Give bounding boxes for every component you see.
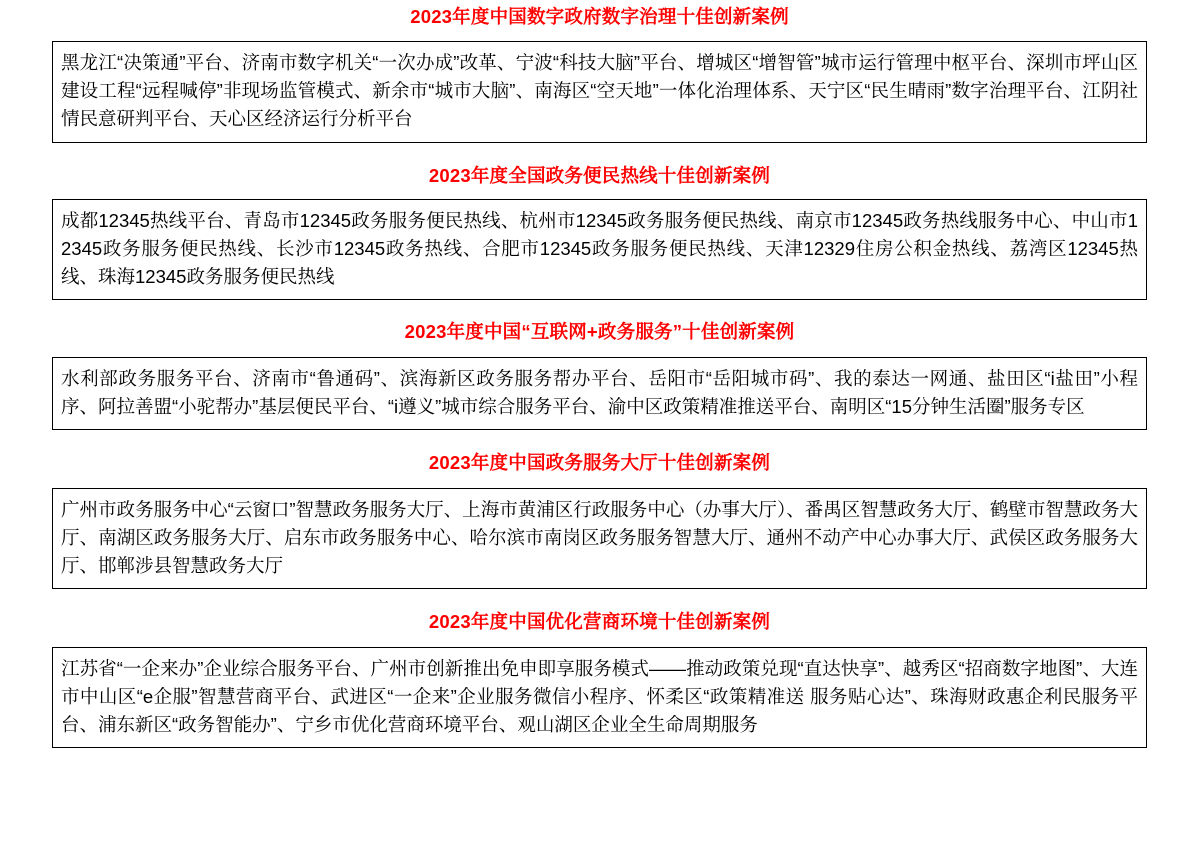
section-business-environment — [52, 589, 1147, 749]
section-internet-plus-government-service — [52, 300, 1147, 430]
section-body: 成都12345热线平台、青岛市12345政务服务便民热线、杭州市12345政务服务便民热线、南京市12345政务热线服务中心、中山市12345政务服务便民热线、长沙市12345政务热线、合肥市12345政务服务便民热线、天津12329住房公积金热线、荔湾区12345热线、珠海12345政务服务便民热线 — [52, 199, 1147, 300]
section-title: 2023年度中国政务服务大厅十佳创新案例 — [428, 452, 771, 474]
section-title: 2023年度中国优化营商环境十佳创新案例 — [428, 610, 771, 632]
section-title: 2023年度全国政务便民热线十佳创新案例 — [428, 164, 771, 186]
section-title: 2023年度中国“互联网+政务服务”十佳创新案例 — [404, 321, 795, 343]
section-digital-government — [52, 4, 1147, 143]
section-hotline — [52, 143, 1147, 301]
section-body: 水利部政务服务平台、济南市“鲁通码”、滨海新区政务服务帮办平台、岳阳市“岳阳城市码”、我的泰达一网通、盐田区“i盐田”小程序、阿拉善盟“小驼帮办”基层便民平台、“i遵义”城市综合服务平台、渝中区政策精准推送平台、南明区“15分钟生活圈”服务专区 — [52, 357, 1147, 430]
section-body: 黑龙江“决策通”平台、济南市数字机关“一次办成”改革、宁波“科技大脑”平台、增城区“增智管”城市运行管理中枢平台、深圳市坪山区建设工程“远程喊停”非现场监管模式、新余市“城市大脑”、南海区“空天地”一体化治理体系、天宁区“民生晴雨”数字治理平台、江阴社情民意研判平台、天心区经济运行分析平台 — [52, 41, 1147, 142]
section-service-hall — [52, 430, 1147, 589]
section-body: 广州市政务服务中心“云窗口”智慧政务服务大厅、上海市黄浦区行政服务中心（办事大厅）、番禺区智慧政务大厅、鹤壁市智慧政务大厅、南湖区政务服务大厅、启东市政务服务中心、哈尔滨市南岗区政务服务智慧大厅、通州不动产中心办事大厅、武侯区政务服务大厅、邯郸涉县智慧政务大厅 — [52, 488, 1147, 589]
section-title: 2023年度中国数字政府数字治理十佳创新案例 — [410, 6, 789, 27]
section-body: 江苏省“一企来办”企业综合服务平台、广州市创新推出免申即享服务模式——推动政策兑现“直达快享”、越秀区“招商数字地图”、大连市中山区“e企服”智慧营商平台、武进区“一企来”企业服务微信小程序、怀柔区“政策精准送 服务贴心达”、珠海财政惠企利民服务平台、浦东新区“政务智能办”、宁乡市优化营商环境平台、观山湖区企业全生命周期服务 — [52, 647, 1147, 748]
